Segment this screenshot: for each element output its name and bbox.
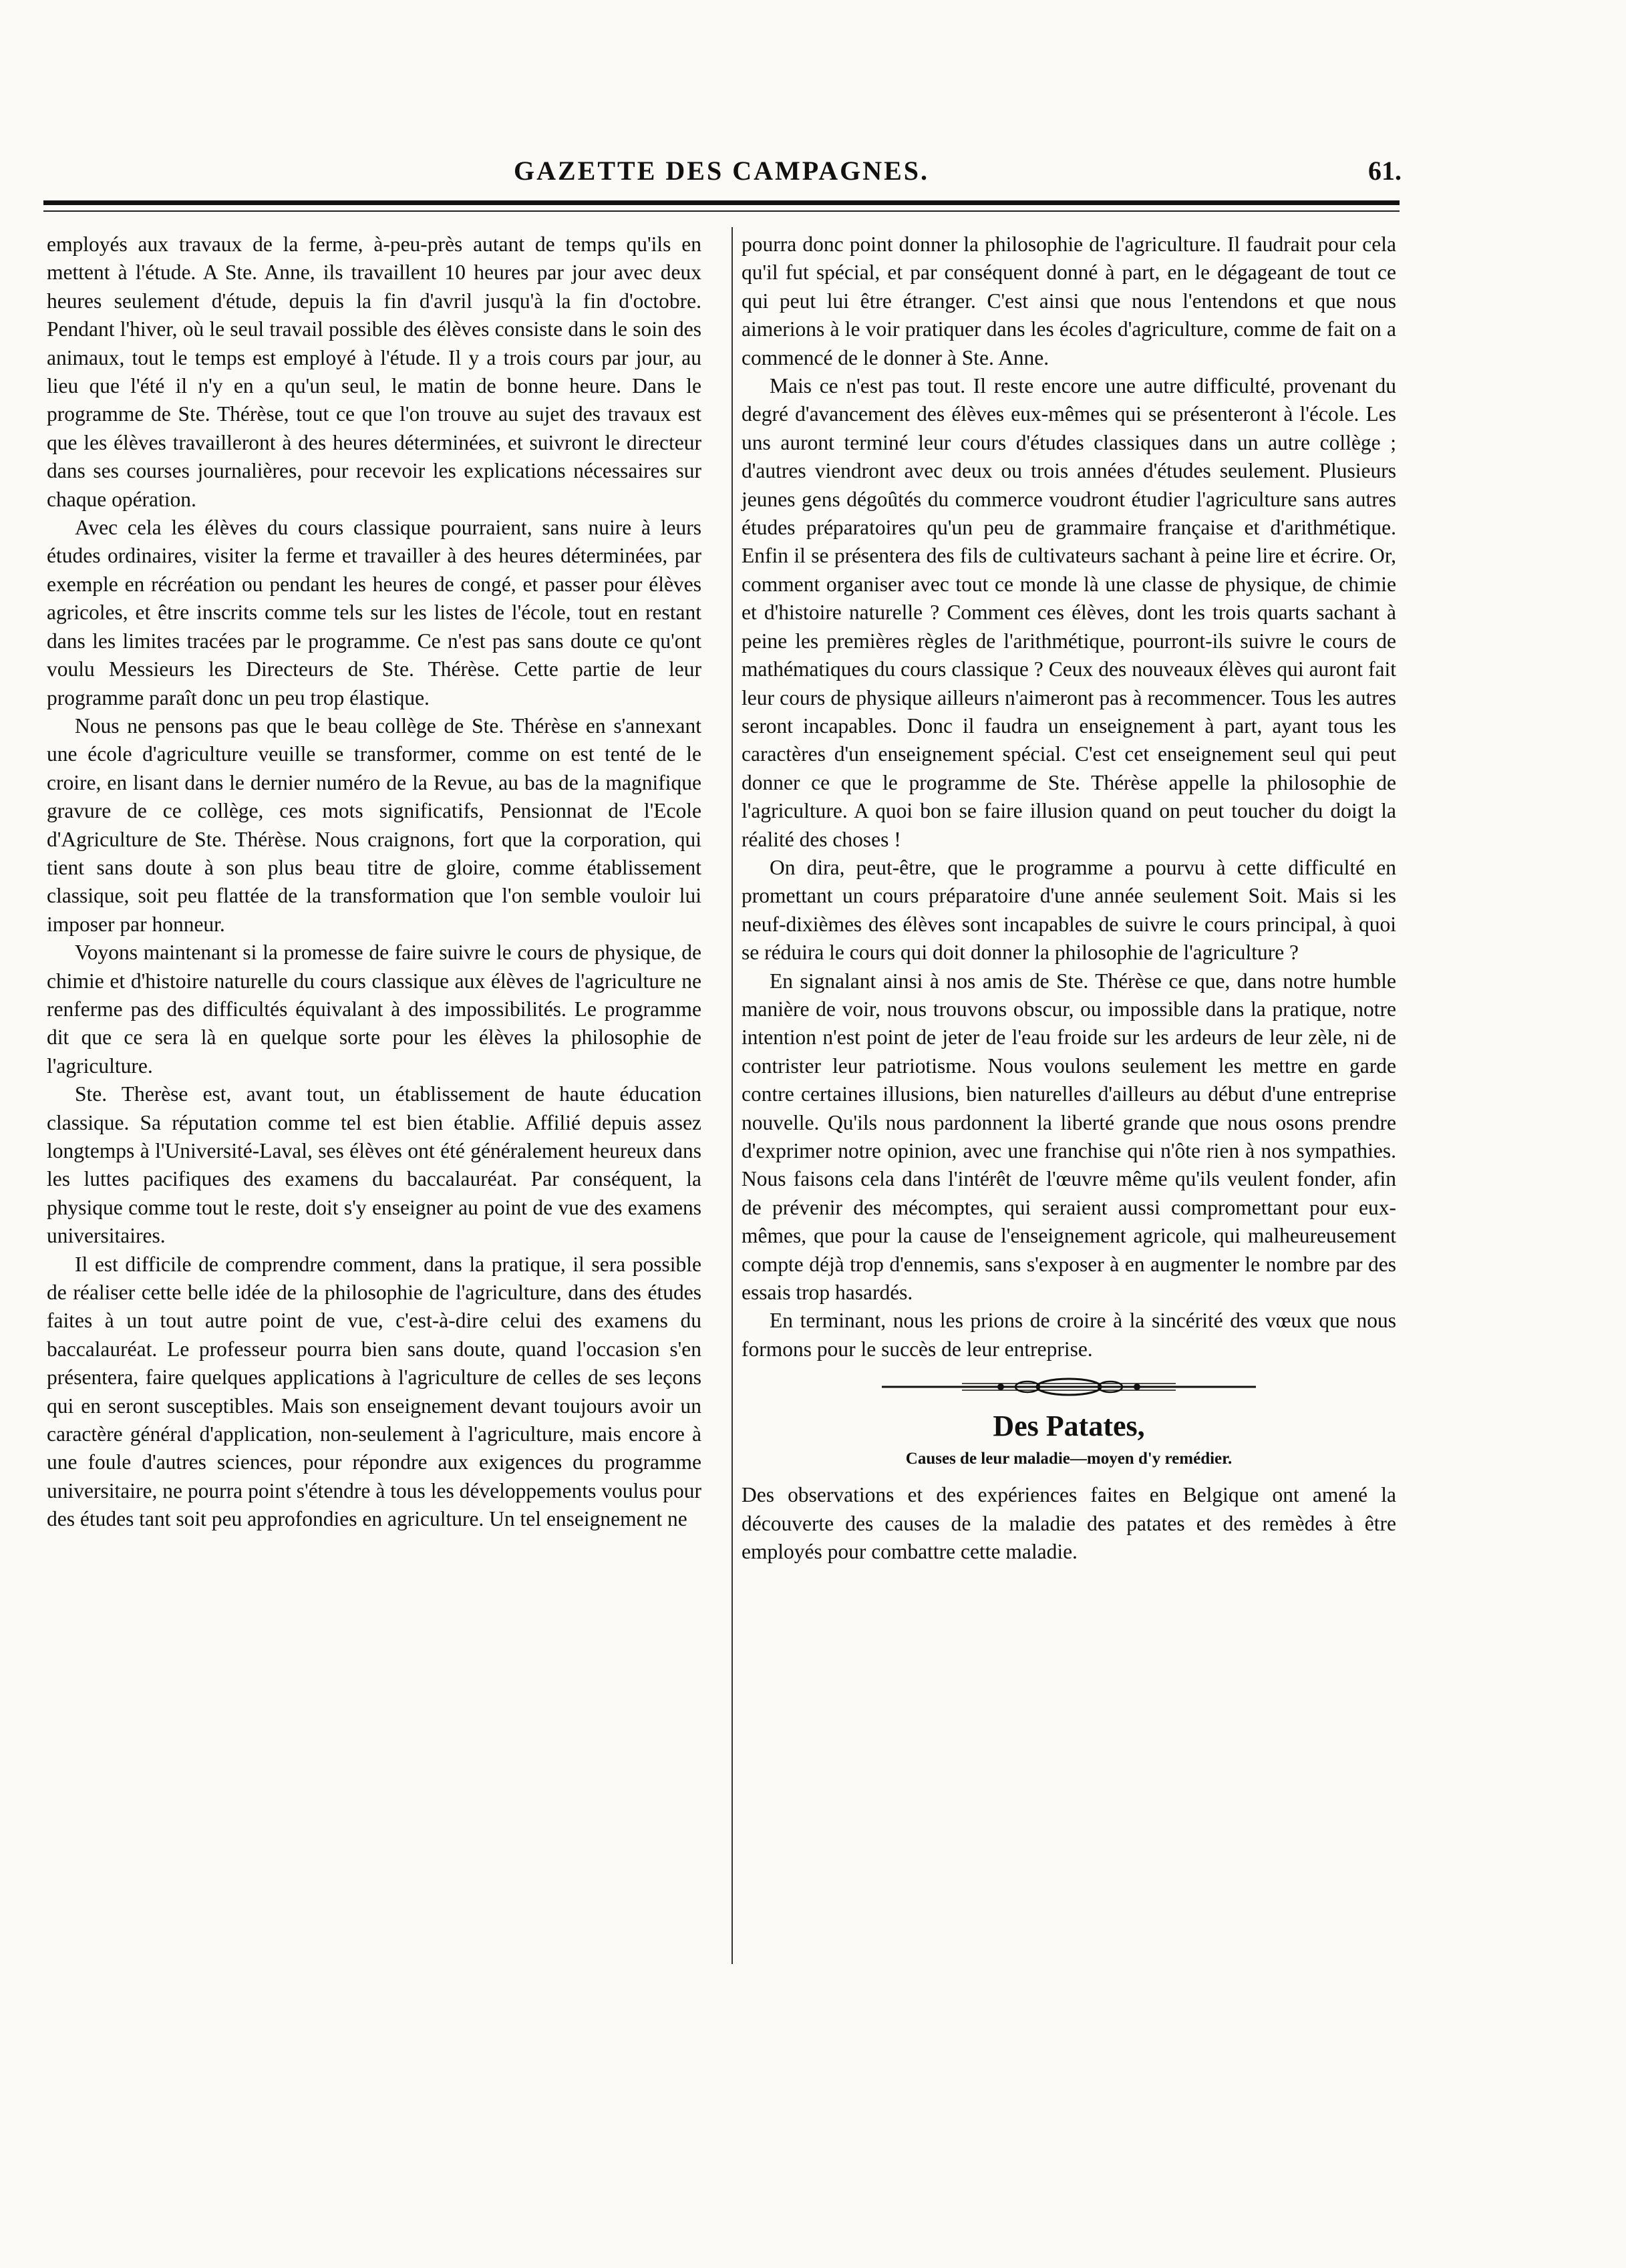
page-number: 61.: [1368, 156, 1402, 186]
paragraph: Mais ce n'est pas tout. Il reste encore une autre difficulté, provenant du degré d'avancement des élèves eux-mêmes qui se présenteront à l'école. Les uns auront terminé leur cours d'études classiques dans un autre collège ; d'autres viendront avec deux ou trois années d'études seulement. Plusieurs jeunes gens dégoûtés du commerce voudront étudier l'agriculture sans autres études préparatoires qu'un peu de grammaire française et d'arithmétique. Enfin il se présentera des fils de cultivateurs sachant à peine lire et écrire. Or, comment organiser avec tout ce monde là une classe de physique, de chimie et d'histoire naturelle ? Comment ces élèves, dont les trois quarts sachant à peine les premières règles de l'arithmétique, pourront-ils suivre le cours de mathématiques du cours classique ? Ceux des nouveaux élèves qui auront fait leur cours de physique ailleurs n'aimeront pas à recommencer. Tous les autres seront incapables. Donc il faudra un enseignement à part, ayant tous les caractères d'un enseignement spécial. C'est cet enseignement seul qui peut donner ce que le programme de Ste. Thérèse appelle la philosophie de l'agriculture. A quoi bon se faire illusion quand on peut toucher du doigt la réalité des choses !: [742, 374, 1396, 851]
paragraph: pourra donc point donner la philosophie de l'agriculture. Il faudrait pour cela qu'il fut spécial, et par conséquent donné à part, en le dégageant de tout ce qui peut lui être étranger. C'est ainsi que nous l'entendons et que nous aimerions à le voir pratiquer dans les écoles d'agriculture, comme de fait on a commencé de le donner à Ste. Anne.: [742, 232, 1396, 369]
paragraph: On dira, peut-être, que le programme a pourvu à cette difficulté en promettant un cours préparatoire d'une année seulement Soit. Mais si les neuf-dixièmes des élèves sont incapables de suivre le cours principal, à quoi se réduira le cours qui doit donner la philosophie de l'agriculture ?: [742, 855, 1396, 965]
column-divider: [731, 227, 733, 1964]
paragraph: Ste. Therèse est, avant tout, un établissement de haute éducation classique. Sa réputation comme tel est bien établie. Affilié depuis assez longtemps à l'Université-Laval, ses élèves ont été généralement heureux dans les luttes pacifiques des examens du baccalauréat. Par conséquent, la physique comme tout le reste, doit s'y enseigner au point de vue des examens universitaires.: [47, 1082, 701, 1248]
running-title: GAZETTE DES CAMPAGNES.: [513, 156, 929, 186]
page-header: [47, 155, 1402, 188]
paragraph: Voyons maintenant si la promesse de faire suivre le cours de physique, de chimie et d'histoire naturelle du cours classique aux élèves de l'agriculture ne renferme pas des difficultés équivalant à des impossibilités. Le programme dit que ce sera là en quelque sorte pour les élèves la philosophie de l'agriculture.: [47, 941, 701, 1078]
paragraph: En terminant, nous les prions de croire à la sincérité des vœux que nous formons pour le succès de leur entreprise.: [742, 1309, 1396, 1361]
paragraph: En signalant ainsi à nos amis de Ste. Thérèse ce que, dans notre humble manière de voir, nous trouvons obscur, ou impossible dans la pratique, notre intention n'est point de jeter de l'eau froide sur les ardeurs de leur zèle, ni de contrister leur patriotisme. Nous voulons seulement les mettre en garde contre certaines illusions, bien naturelles d'ailleurs au début d'une entreprise nouvelle. Qu'ils nous pardonnent la liberté grande que nous osons prendre d'exprimer notre opinion, avec une franchise qui n'ôte rien à nos sympathies. Nous faisons cela dans l'intérêt de l'œuvre même qu'ils veulent fonder, afin de prévenir des mécomptes, qui seraient aussi compromettant pour eux-mêmes, que pour la cause de l'enseignement agricole, qui malheureusement compte déjà trop d'ennemis, sans s'exposer à en augmenter le nombre par des essais trop hasardés.: [742, 969, 1396, 1305]
paragraph: Des observations et des expériences faites en Belgique ont amené la découverte des causes de la maladie des patates et des remèdes à être employés pour combattre cette maladie.: [742, 1483, 1396, 1564]
article-subtitle: Causes de leur maladie—moyen d'y remédier.: [905, 1450, 1233, 1468]
left-column: [47, 230, 701, 1534]
paragraph: Nous ne pensons pas que le beau collège de Ste. Thérèse en s'annexant une école d'agriculture veuille se transformer, comme on est tenté de le croire, en lisant dans le dernier numéro de la Revue, au bas de la magnifique gravure de ce collège, ces mots significatifs, Pensionnat de l'Ecole d'Agriculture de Ste. Thérèse. Nous craignons, fort que la corporation, qui tient sans doute à son plus beau titre de gloire, comme établissement classique, soit peu flattée de la transformation que l'on semble vouloir lui imposer par honneur.: [47, 713, 701, 936]
paragraph: employés aux travaux de la ferme, à-peu-près autant de temps qu'ils en mettent à l'étude. A Ste. Anne, ils travaillent 10 heures par jour avec deux heures seulement d'étude, depuis la fin d'avril jusqu'à la fin d'octobre. Pendant l'hiver, où le seul travail possible des élèves consiste dans le soin des animaux, tout le temps est employé à l'étude. Il y a trois cours par jour, au lieu que l'été il n'y en a qu'un seul, le matin de bonne heure. Dans le programme de Ste. Thérèse, tout ce que l'on trouve au sujet des travaux est que les élèves travailleront à des heures déterminées, et suivront le directeur dans ses courses journalières, pour recevoir les explications nécessaires sur chaque opération.: [47, 232, 701, 511]
header-rule-thin: [43, 210, 1400, 212]
ornamental-rule-icon: [882, 1375, 1256, 1398]
paragraph: Il est difficile de comprendre comment, dans la pratique, il sera possible de réaliser cette belle idée de la philosophie de l'agriculture, dans des études faites à un tout autre point de vue, c'est-à-dire celui des examens du baccalauréat. Le professeur pourra bien sans doute, quand l'occasion s'en présentera, faire quelques applications à l'agriculture de celles de ses leçons qui en seront susceptibles. Mais son enseignement devant toujours avoir un caractère général d'application, non-seulement à l'agriculture, mais encore à une foule d'autres sciences, pour répondre aux exigences du programme universitaire, ne pourra point s'étendre à tous les développements voulus pour des études tant soit peu approfondies en agriculture. Un tel enseignement ne: [47, 1252, 701, 1531]
right-column: [742, 230, 1396, 1566]
article-title: Des Patates,: [993, 1410, 1145, 1443]
header-rule-thick: [43, 200, 1400, 205]
paragraph: Avec cela les élèves du cours classique pourraient, sans nuire à leurs études ordinaires, visiter la ferme et travailler à des heures déterminées, par exemple en récréation ou pendant les heures de congé, et passer pour élèves agricoles, et être inscrits comme tels sur les listes de l'école, tout en restant dans les limites tracées par le programme. Ce n'est pas sans doute ce qu'ont voulu Messieurs les Directeurs de Ste. Thérèse. Cette partie de leur programme paraît donc un peu trop élastique.: [47, 516, 701, 709]
